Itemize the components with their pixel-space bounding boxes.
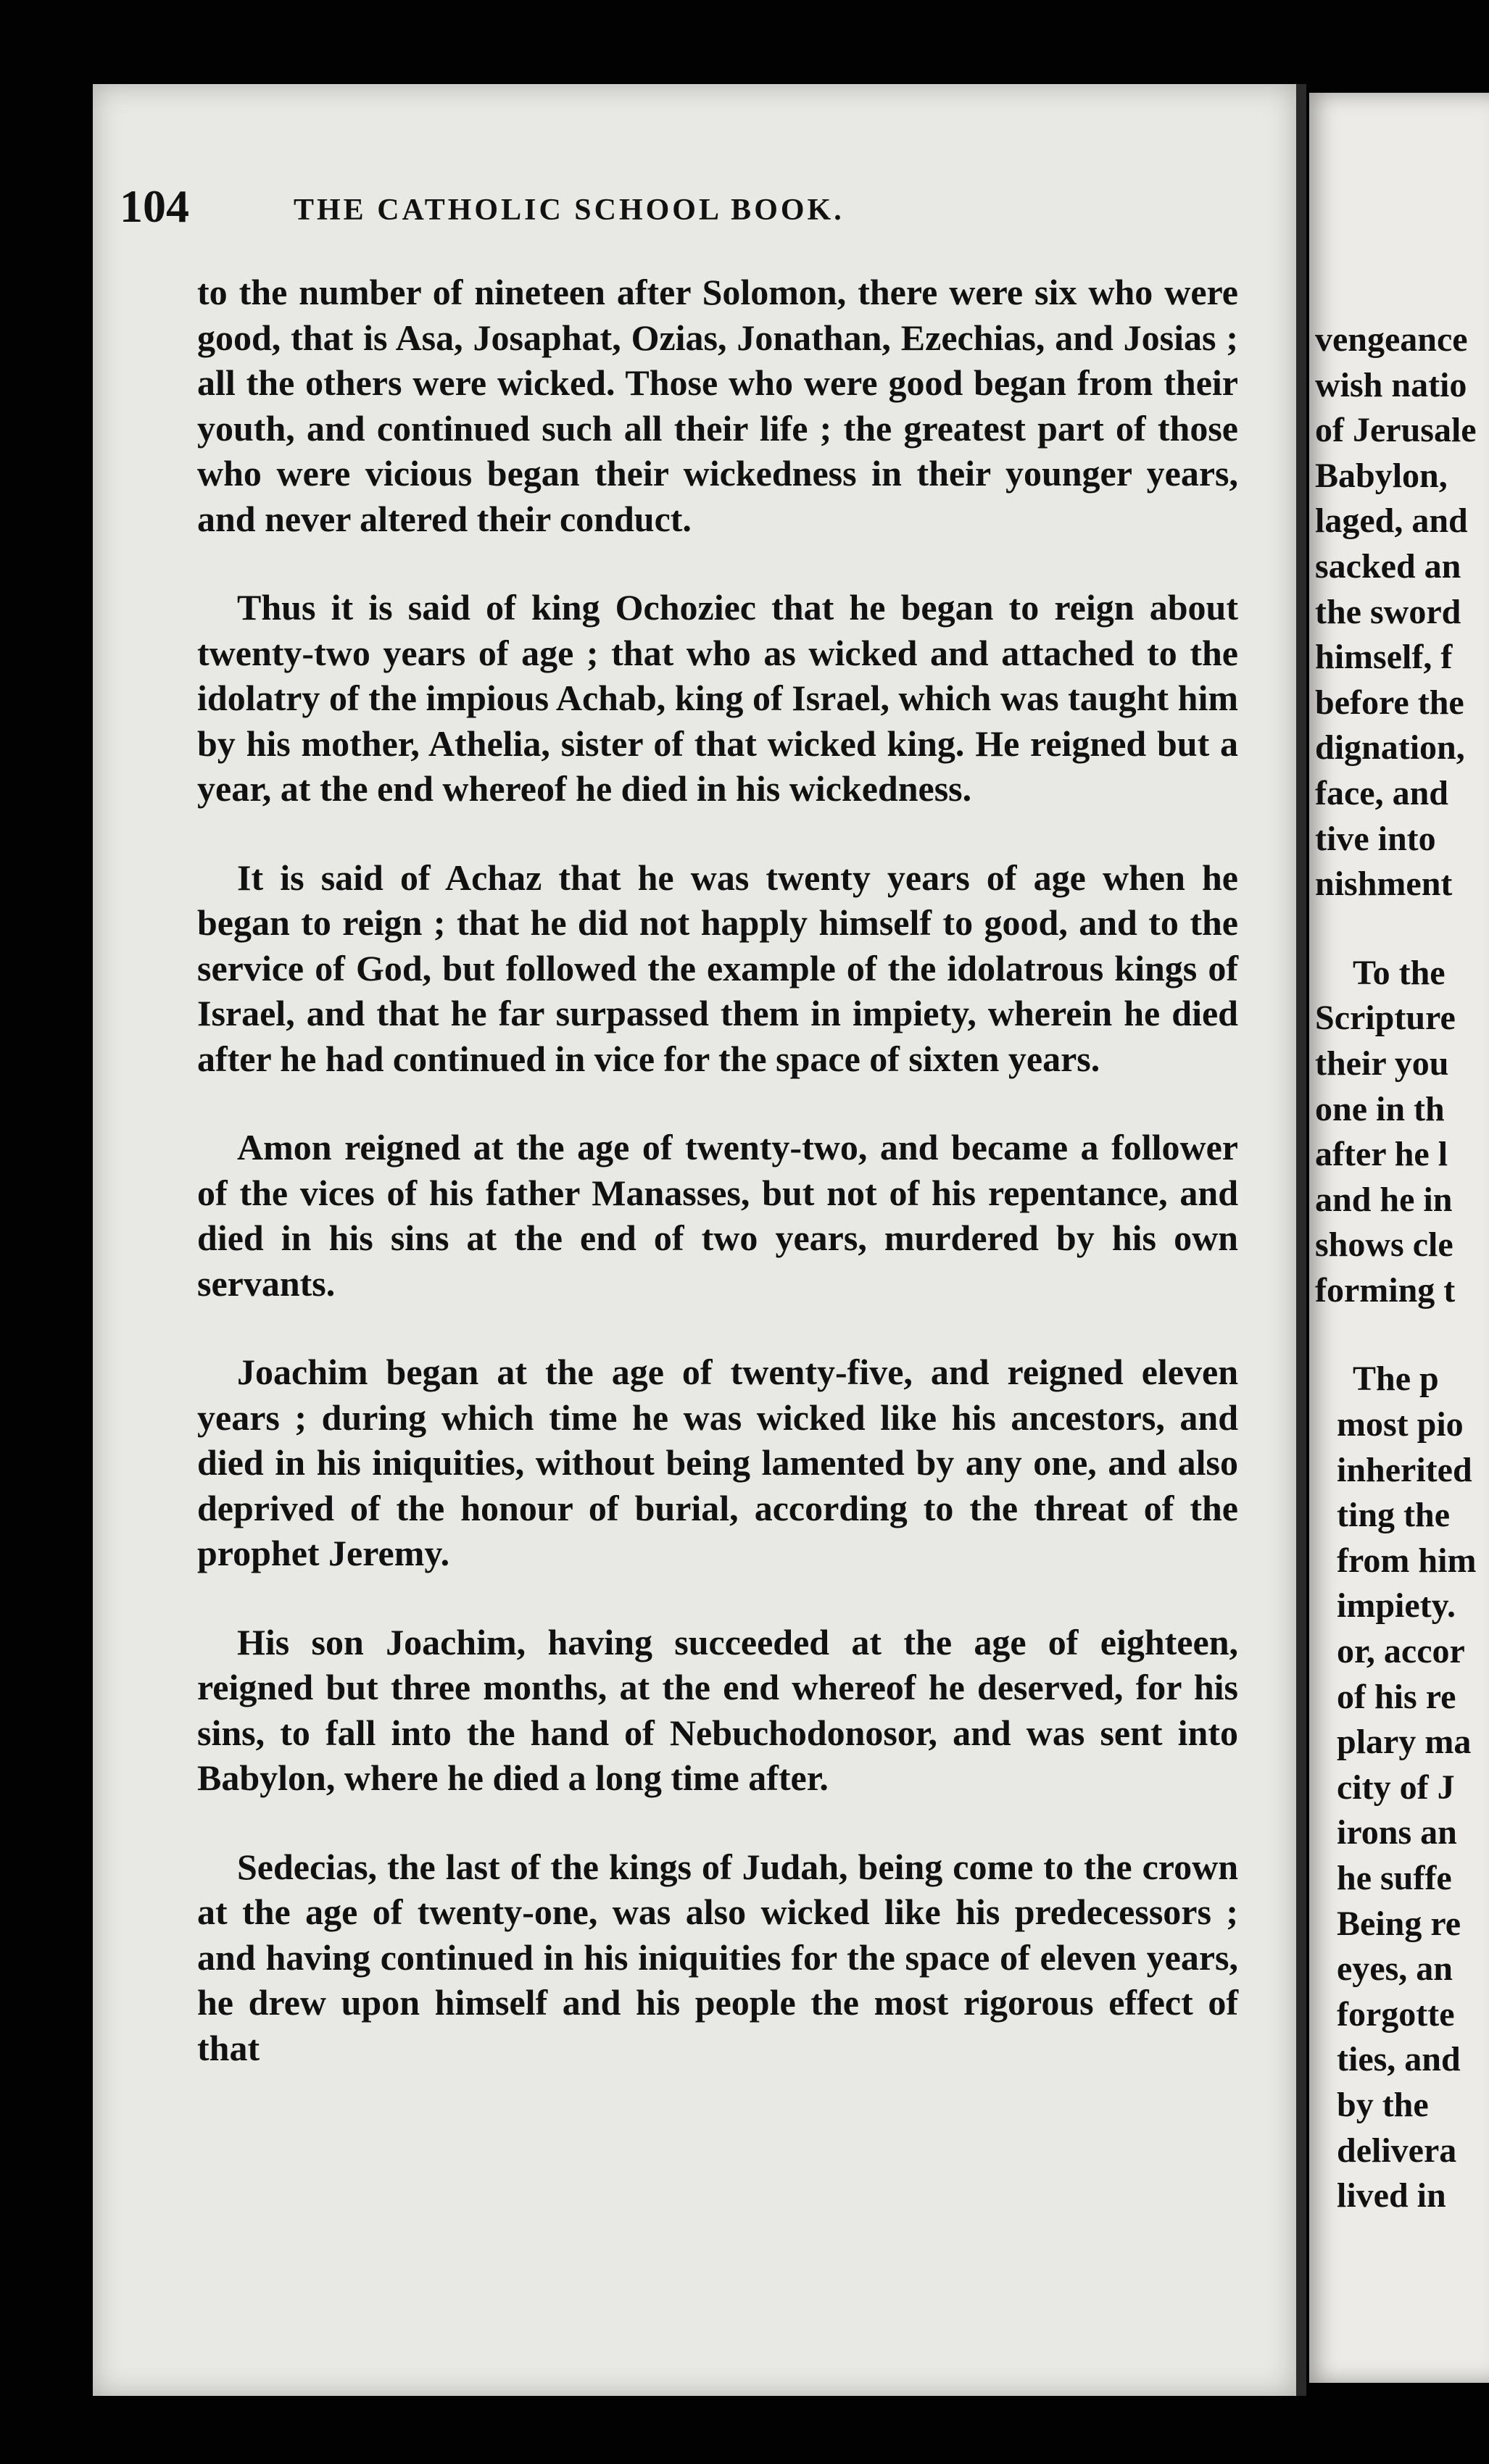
paragraph-gap: [1315, 907, 1489, 951]
facing-page-line: face, and: [1315, 773, 1448, 812]
facing-page-line: after he l: [1315, 1135, 1448, 1174]
facing-page-line: plary ma: [1337, 1723, 1472, 1762]
paragraph: Joachim began at the age of twenty-five, and reigned eleven years ; during which time he was wicked like his ancestors, and died in his iniquities, without being lamented by any one, and also deprived of the honour of burial, according to the threat of the prophet Jeremy.: [197, 1352, 1238, 1573]
facing-page-line: shows cle: [1315, 1225, 1453, 1265]
facing-page-line: impiety.: [1337, 1586, 1456, 1626]
paragraph: His son Joachim, having succeeded at the age of eighteen, reigned but three months, at the end whereof he deserved, for his sins, to fall into the hand of Nebuchodonosor, and was sent into Babylon, where he died a long time after.: [197, 1621, 1238, 1798]
main-text-column: [197, 270, 1238, 2070]
paragraph: Thus it is said of king Ochoziec that he began to reign about twenty-two years of age ; that who as wicked and attached to the idolatry of the impious Achab, king of Israel, which was taught him by his mother, Athelia, sister of that wicked king. He reigned but a year, at the end whereof he died in his wickedness.: [197, 587, 1238, 809]
facing-page-line: inherited: [1337, 1450, 1472, 1489]
facing-page-line: by the: [1337, 2085, 1429, 2124]
page-header: [120, 180, 1236, 245]
paragraph: Sedecias, the last of the kings of Judah, being come to the crown at the age of twenty-one, was also wicked like his predecessors ; and having continued in his iniquities for the space of eleven years, he drew upon himself and his people the most rigorous effect of that: [197, 1846, 1238, 2068]
facing-page-line: from him: [1337, 1541, 1477, 1580]
facing-page-line: he suffe: [1337, 1859, 1452, 1897]
facing-page-line: ting the: [1337, 1496, 1450, 1535]
facing-page-line: the sword: [1315, 592, 1461, 631]
paragraph: to the number of nineteen after Solomon, there were six who were good, that is Asa, Josaphat, Ozias, Jonathan, Ezechias, and Josias ; all the others were wicked. Those who were good began from their youth, and continued such all their life ; the greatest part of those who were vicious began their wickedness in their younger years, and never altered their conduct.: [197, 272, 1238, 539]
paragraph: Amon reigned at the age of twenty-two, and became a follower of the vices of his father Manasses, but not of his repentance, and died in his sins at the end of two years, murdered by his own servants.: [197, 1127, 1238, 1304]
facing-page-line: eyes, an: [1337, 1949, 1453, 1989]
facing-page-line: laged, and: [1315, 501, 1468, 541]
running-title: THE CATHOLIC SCHOOL BOOK.: [294, 193, 845, 227]
facing-page-line: lived in: [1337, 2176, 1446, 2215]
facing-page-line: and he in: [1315, 1180, 1453, 1219]
facing-page-line: forming t: [1315, 1270, 1456, 1310]
facing-page-line: Scripture: [1315, 999, 1456, 1038]
facing-page-line: ties, and: [1337, 2040, 1461, 2079]
facing-page-line: most pio: [1337, 1405, 1464, 1444]
facing-page-line: irons an: [1337, 1813, 1457, 1852]
facing-page-line: nishment: [1315, 865, 1453, 904]
facing-page-line: Being re: [1337, 1904, 1461, 1943]
page-number: 104: [120, 180, 189, 232]
facing-page-line: himself, f: [1315, 638, 1453, 677]
facing-page-line: of Jerusale: [1315, 411, 1477, 450]
facing-page-text-fragment: [1315, 317, 1489, 2219]
facing-page-line: Babylon,: [1315, 456, 1448, 495]
facing-page-line: To the: [1353, 953, 1446, 992]
facing-page-line: wish natio: [1315, 365, 1467, 404]
facing-page-line: or, accor: [1337, 1632, 1465, 1671]
facing-page-line: tive into: [1315, 819, 1436, 858]
facing-page-line: city of J: [1337, 1768, 1455, 1807]
paragraph: It is said of Achaz that he was twenty years of age when he began to reign ; that he did not happly himself to good, and to the service of God, but followed the example of the idolatrous kings of Israel, and that he far surpassed them in impiety, wherein he died after he had continued in vice for the space of sixten years.: [197, 857, 1238, 1079]
facing-page-line: dignation,: [1315, 728, 1465, 767]
facing-page-line: before the: [1315, 683, 1464, 722]
facing-page-line: The p: [1353, 1360, 1439, 1399]
facing-page-line: one in th: [1315, 1089, 1445, 1128]
paragraph-gap: [1315, 1313, 1489, 1357]
facing-page-line: forgotte: [1337, 1994, 1455, 2034]
facing-page-line: of his re: [1337, 1677, 1456, 1716]
facing-page-line: their you: [1315, 1044, 1449, 1083]
facing-page-line: delivera: [1337, 2131, 1457, 2170]
facing-page-line: sacked an: [1315, 546, 1461, 586]
facing-page-line: vengeance: [1315, 320, 1468, 359]
